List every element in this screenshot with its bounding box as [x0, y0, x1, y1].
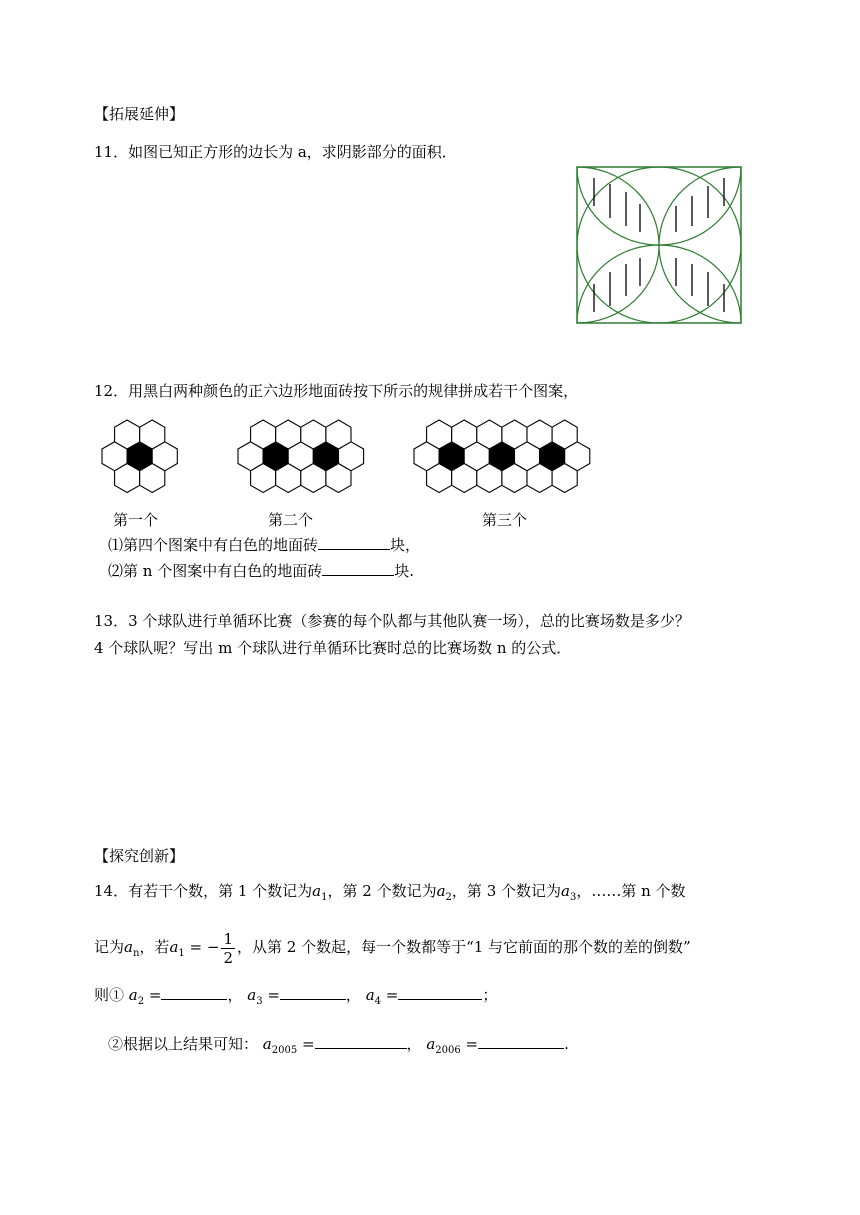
question-14-line2: [94, 927, 691, 974]
hex-pattern-1: [100, 418, 190, 494]
term-a3: $a_3$: [561, 882, 577, 903]
term-a2-eq: $a_2$ =: [124, 986, 162, 1007]
term-a1-eq: $a_1$ = −: [169, 938, 220, 959]
q14-text-e: 记为: [94, 938, 125, 956]
q14-text-d: ，……第 n 个数: [576, 882, 686, 900]
sep-5: .: [564, 1035, 569, 1053]
q14-text-b: ，第 2 个数记为: [327, 882, 437, 900]
hex-pattern-2: [236, 418, 366, 494]
term-a4-eq: $a_4$ =: [360, 986, 399, 1007]
question-13-line2: 4 个球队呢？写出 m 个球队进行单循环比赛时总的比赛场数 n 的公式．: [94, 639, 572, 657]
q14-text-f: ，若: [139, 938, 170, 956]
q14-text-g: ，从第 2 个数起，每一个数都等于“1 与它前面的那个数的差的倒数”: [237, 938, 691, 956]
answer-blank-part2[interactable]: [322, 561, 394, 576]
answer-blank-part1[interactable]: [318, 535, 390, 550]
question-12-part1: [108, 535, 420, 555]
question-13-line1: 13．3 个球队进行单循环比赛（参赛的每个队都与其他队赛一场），总的比赛场数是多少？: [94, 612, 690, 630]
question-11: 11．如图已知正方形的边长为 a，求阴影部分的面积．: [94, 143, 457, 161]
pattern-label-2: 第二个: [268, 511, 314, 529]
question-14-line1: [94, 881, 686, 908]
term-a2006-eq: $a_{2006}$ =: [421, 1035, 479, 1056]
term-an: $a_n$: [124, 938, 140, 959]
term-a3-eq: $a_3$ =: [242, 986, 280, 1007]
answer-blank-a4[interactable]: [398, 985, 482, 1000]
sep-1: ，: [227, 986, 243, 1004]
answer-blank-a2[interactable]: [161, 985, 227, 1000]
q14-text-c: ，第 3 个数记为: [451, 882, 562, 900]
q14-part1-label: 则①: [94, 986, 125, 1004]
question-12-intro: 12．用黑白两种颜色的正六边形地面砖按下所示的规律拼成若干个图案，: [94, 382, 579, 400]
term-a1: $a_1$: [312, 882, 328, 903]
square-petal-figure: [576, 166, 744, 326]
hex-pattern-3: [412, 418, 592, 494]
question-14-part2: [108, 1034, 569, 1061]
part2-text: ⑵第 n 个图案中有白色的地面砖: [108, 562, 323, 580]
part1-text: ⑴第四个图案中有白色的地面砖: [108, 536, 319, 554]
pattern-label-1: 第一个: [113, 511, 159, 529]
fraction-one-half: $\frac{1}{2}$: [223, 929, 233, 967]
section-heading-extend: 【拓展延伸】: [94, 105, 185, 123]
question-12-part2: [108, 561, 414, 581]
question-14-part1: [94, 985, 497, 1012]
answer-blank-a3[interactable]: [280, 985, 346, 1000]
sep-3: ；: [482, 986, 498, 1004]
part1-unit: 块，: [390, 536, 421, 554]
section-heading-explore: 【探究创新】: [94, 847, 185, 865]
sep-4: ，: [406, 1035, 422, 1053]
part2-unit: 块.: [394, 562, 414, 580]
q14-text-a: 14．有若干个数，第 1 个数记为: [94, 882, 313, 900]
term-a2005-eq: $a_{2005}$ =: [258, 1035, 315, 1056]
sep-2: ，: [345, 986, 361, 1004]
answer-blank-a2006[interactable]: [478, 1034, 564, 1049]
pattern-label-3: 第三个: [482, 511, 528, 529]
term-a2: $a_2$: [436, 882, 452, 903]
q14-part2-text: ②根据以上结果可知：: [108, 1035, 259, 1053]
answer-blank-a2005[interactable]: [315, 1034, 407, 1049]
